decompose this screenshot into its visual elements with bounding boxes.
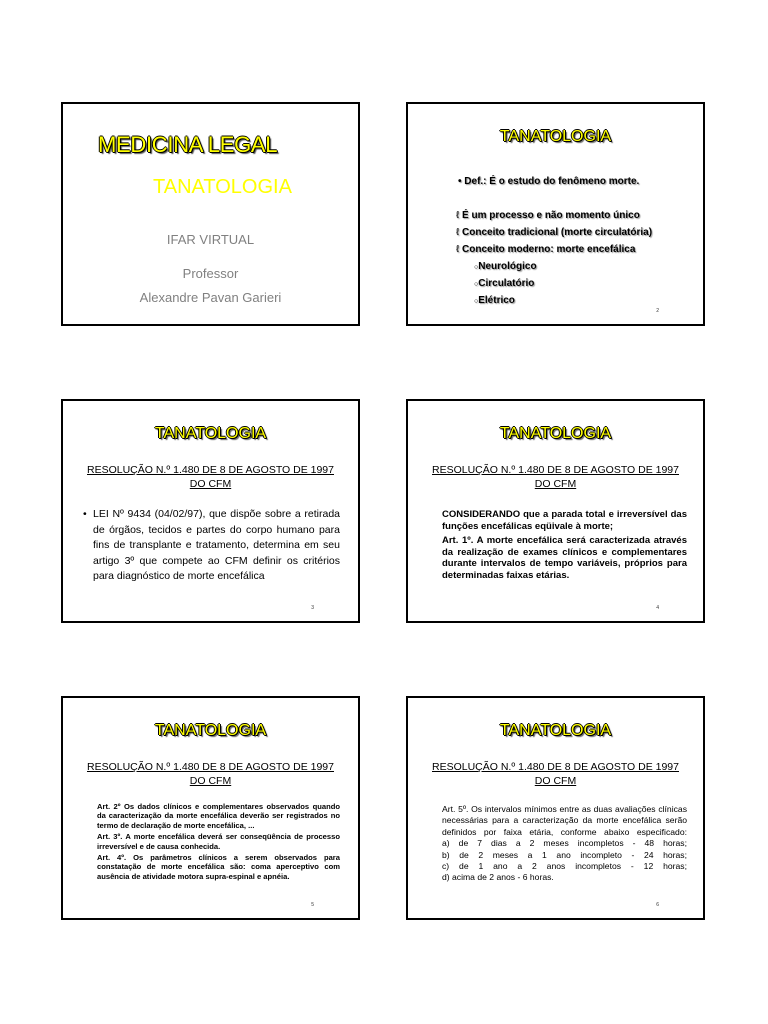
slide-4 (406, 399, 705, 623)
slide-title: MEDICINA LEGAL (98, 132, 278, 157)
item-marker: ℓ (456, 244, 460, 255)
bullet: • (83, 508, 87, 520)
sub-list-item: ○Neurológico (474, 261, 537, 272)
paragraph: Art. 5º. Os intervalos mínimos entre as duas avaliações clínicas necessárias para a caracterização da morte encefálica serão definidos por faixa etária, conforme abaixo especificado: (442, 804, 687, 837)
slide-title: TANATOLOGIA (154, 425, 267, 442)
paragraph: Art. 1º. A morte encefálica será caracterizada através da realização de exames clínicos e complementares durante intervalos de tempo variáveis, próprios para determinadas faixas etárias. (442, 535, 687, 581)
definition: • Def.: É o estudo do fenômeno morte. (458, 176, 640, 187)
slide-3 (61, 399, 360, 623)
body-text (442, 509, 687, 581)
slide-title: TANATOLOGIA (499, 425, 612, 442)
slide-1 (61, 102, 360, 326)
page-number: 4 (656, 605, 659, 611)
slide-title: TANATOLOGIA (499, 128, 612, 145)
list-item: d) acima de 2 anos - 6 horas. (442, 872, 554, 883)
slide-2 (406, 102, 705, 326)
subitem-marker: ○ (474, 264, 479, 271)
page-number: 6 (656, 902, 659, 908)
slide-6 (406, 696, 705, 920)
slide-title: TANATOLOGIA (499, 722, 612, 739)
page-number: 2 (656, 308, 659, 314)
slide-subtitle: TANATOLOGIA (153, 176, 292, 198)
slide-5 (61, 696, 360, 920)
paragraph: Art. 2º Os dados clínicos e complementares observados quando da caracterização da morte encefálica deverão ser registrados no termo de declaração de morte encefálica, ... (97, 802, 340, 830)
item-marker: ℓ (456, 210, 460, 221)
list-item: ℓ Conceito tradicional (morte circulatória) (456, 227, 653, 238)
institution: IFAR VIRTUAL (166, 232, 255, 247)
body-text: • LEI Nº 9434 (04/02/97), que dispõe sobre a retirada de órgãos, tecidos e partes do corpo humano para fins de transplante e tratamento, determina em seu artigo 3º que compete ao CFM definir os critérios para diagnóstico de morte encefálica (83, 508, 340, 582)
page-number: 3 (311, 605, 314, 611)
author-name: Alexandre Pavan Garieri (139, 290, 282, 305)
list-item: a) de 7 dias a 2 meses incompletos - 48 horas; (442, 838, 687, 849)
sub-list-item: ○Circulatório (474, 278, 535, 289)
list-item: c) de 1 ano a 2 anos incompletos - 12 horas; (442, 861, 687, 872)
paragraph: Art. 3º. A morte encefálica deverá ser conseqüência de processo irreversível e de causa conhecida. (97, 832, 340, 851)
author-role: Professor (182, 266, 239, 281)
sub-list-item: ○Elétrico (474, 295, 515, 306)
body-text (97, 802, 340, 881)
paragraph: CONSIDERANDO que a parada total e irreversível das funções encefálicas eqüivale à morte; (442, 509, 687, 532)
list-item: b) de 2 meses a 1 ano incompleto - 24 horas; (442, 849, 687, 860)
resolution-heading: RESOLUÇÃO N.º 1.480 DE 8 DE AGOSTO DE 1997 DO CFM (432, 761, 679, 787)
page-number: 5 (311, 902, 314, 908)
slide-title: TANATOLOGIA (154, 722, 267, 739)
subitem-marker: ○ (474, 298, 479, 305)
list-item: ℓ Conceito moderno: morte encefálica (456, 244, 636, 255)
paragraph: Art. 4º. Os parâmetros clínicos a serem observados para constatação de morte encefálica são: coma aperceptivo com ausência de atividade motora supra-espinal e apnéia. (97, 853, 340, 881)
resolution-heading: RESOLUÇÃO N.º 1.480 DE 8 DE AGOSTO DE 1997 DO CFM (432, 464, 679, 490)
resolution-heading: RESOLUÇÃO N.º 1.480 DE 8 DE AGOSTO DE 1997 DO CFM (87, 761, 334, 787)
list-item: ℓ É um processo e não momento único (456, 210, 640, 221)
subitem-marker: ○ (474, 281, 479, 288)
resolution-heading: RESOLUÇÃO N.º 1.480 DE 8 DE AGOSTO DE 1997 DO CFM (87, 464, 334, 490)
item-marker: ℓ (456, 227, 460, 238)
body-text (442, 804, 687, 884)
